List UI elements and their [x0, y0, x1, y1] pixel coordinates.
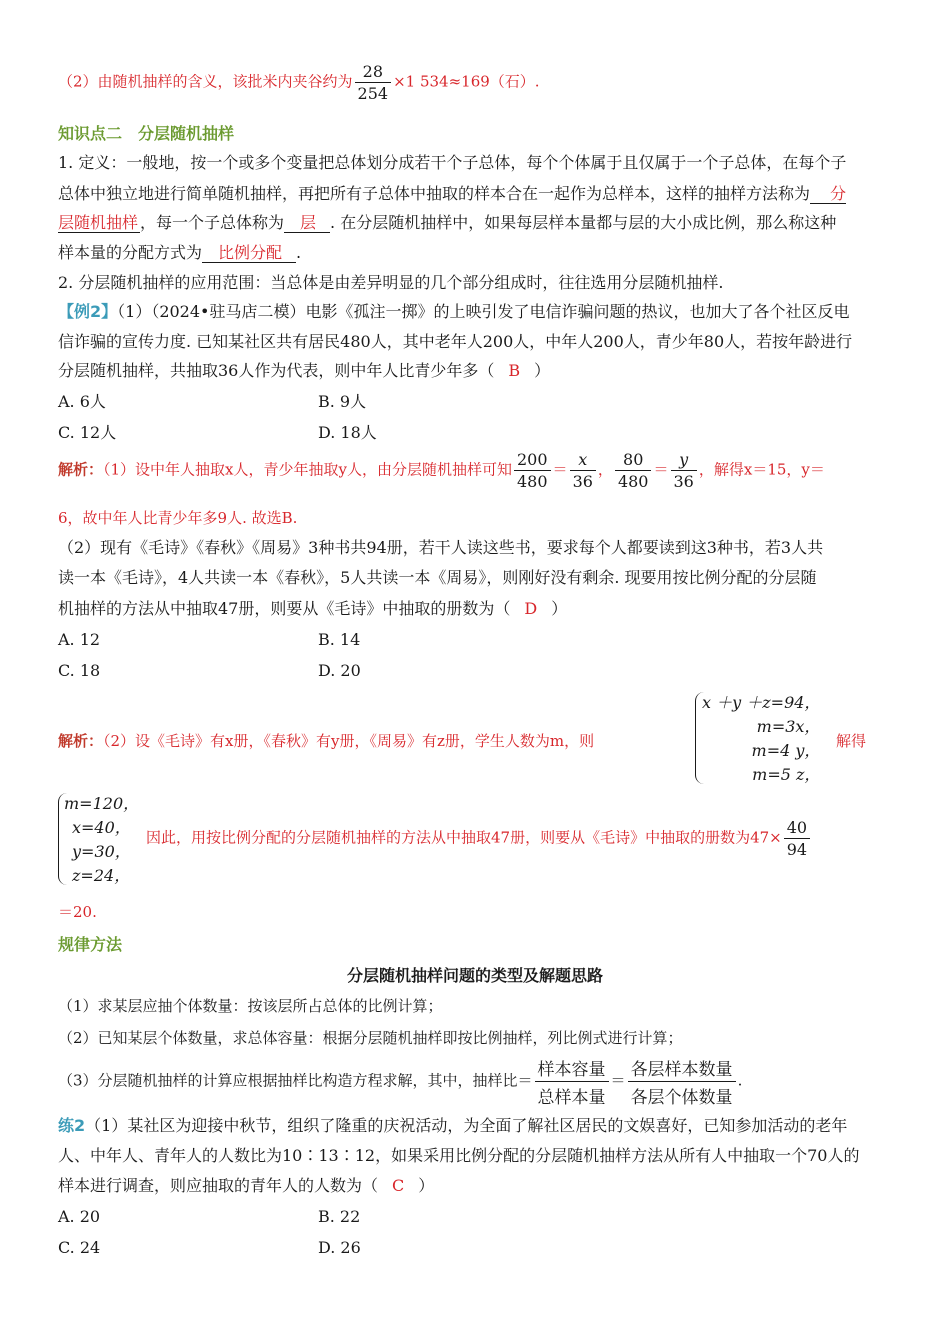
answer-choice: C — [392, 1176, 405, 1195]
definition-line-3: 层随机抽样 ，每一个子总体称为 层 . 在分层随机抽样中，如果每层样本量都与层的大小成比例，那么称这种 — [58, 213, 837, 232]
option-b: B. 14 — [318, 630, 361, 649]
solve-label: 解得 — [836, 732, 867, 750]
solution-2-result: ＝20. — [58, 903, 97, 921]
practice-tag: 练2 — [58, 1116, 86, 1135]
fraction: $\frac{28}{254}$ — [355, 62, 392, 103]
answer-blank-1b: 层随机抽样 — [58, 213, 139, 232]
definition-line-2: 总体中独立地进行简单随机抽样，再把所有子总体中抽取的样本合在一起作为总样本，这样的抽样方法称为 分 — [58, 184, 847, 203]
answer-blank-3: 比例分配 — [202, 243, 296, 263]
solution-2-line-2: 因此，用按比例分配的分层随机抽样的方法从中抽取47册，则要从《毛诗》中抽取的册数为47× $\frac{40}{94}$ — [146, 818, 812, 859]
answer-choice: B — [508, 361, 521, 380]
solution-2-line-1: 解析：（2）设《毛诗》有x册，《春秋》有y册，《周易》有z册，学生人数为m，则 — [58, 732, 595, 750]
example-2-line-1: 【例2】（1）（2024•驻马店二模）电影《孤注一掷》的上映引发了电信诈骗问题的热议，也加大了各个社区反电 — [58, 302, 850, 321]
fraction: $\frac{200}{480}$ — [514, 450, 551, 491]
fraction: $\frac{\text{样本容量}}{\text{总样本量}}$ — [535, 1055, 609, 1108]
section-title: 知识点二 分层随机抽样 — [58, 124, 235, 143]
option-c: C. 18 — [58, 661, 101, 680]
method-item-2: （2）已知某层个体数量，求总体容量：根据分层随机抽样即按比例抽样，列比例式进行计算； — [58, 1029, 683, 1047]
option-b: B. 9人 — [318, 392, 367, 411]
option-b: B. 22 — [318, 1207, 361, 1226]
solution-line-previous: （2）由随机抽样的含义，该批米内夹谷约为 $\frac{28}{254}$ ×1 534≈169（石）. — [58, 62, 540, 103]
fraction: $\frac{\text{各层样本数量}}{\text{各层个体数量}}$ — [628, 1055, 736, 1108]
fraction: $\frac{80}{480}$ — [615, 450, 652, 491]
question-2-line-3: 机抽样的方法从中抽取47册，则要从《毛诗》中抽取的册数为（ D ） — [58, 599, 568, 618]
answer-blank-1a: 分 — [810, 184, 846, 204]
example-2-line-3: 分层随机抽样，共抽取36人作为代表，则中年人比青少年多（ B ） — [58, 361, 551, 380]
practice-2-line-2: 人、中年人、青年人的人数比为10∶13∶12，如果采用比例分配的分层随机抽样方法从所有人中抽取一个70人的 — [58, 1146, 860, 1165]
option-c: C. 12人 — [58, 423, 117, 442]
fraction: $\frac{y}{36}$ — [671, 450, 697, 491]
fraction: $\frac{40}{94}$ — [784, 818, 810, 859]
practice-2-line-3: 样本进行调查，则应抽取的青年人的人数为（ C ） — [58, 1176, 435, 1195]
method-label: 规律方法 — [58, 935, 123, 954]
answer-blank-2: 层 — [284, 213, 330, 233]
definition-line-4: 样本量的分配方式为 比例分配 . — [58, 243, 302, 262]
equation-system-1: x ＋y ＋z=94， m=3x， m=4 y， m=5 z， — [702, 693, 821, 784]
solution-1-line-1: 解析：（1）设中年人抽取x人，青少年抽取y人，由分层随机抽样可知 $\frac{200}{480}$ ＝ $\frac{x}{36}$ ， $\frac{80}{480}$ ＝ $\frac{y}{36}$ ，解得x＝15，y＝ — [58, 450, 825, 491]
method-item-3: （3）分层随机抽样的计算应根据抽样比构造方程求解，其中，抽样比＝ $\frac{\text{样本容量}}{\text{总样本量}}$ ＝ $\frac{\text{各层样本数量}}{\text{各层个体数量}}$ . — [58, 1055, 742, 1108]
fraction: $\frac{x}{36}$ — [570, 450, 596, 491]
option-c: C. 24 — [58, 1238, 101, 1257]
question-2-line-1: （2）现有《毛诗》《春秋》《周易》3种书共94册，若干人读这些书，要求每个人都要读到这3种书，若3人共 — [58, 538, 824, 557]
answer-choice: D — [524, 599, 538, 618]
example-2-line-2: 信诈骗的宣传力度. 已知某社区共有居民480人，其中老年人200人，中年人200人，青少年80人，若按年龄进行 — [58, 332, 853, 351]
solution-1-line-2: 6，故中年人比青少年多9人. 故选B. — [58, 509, 298, 527]
practice-2-line-1: 练2（1）某社区为迎接中秋节，组织了隆重的庆祝活动，为全面了解社区居民的文娱喜好，已知参加活动的老年 — [58, 1116, 848, 1135]
option-d: D. 18人 — [318, 423, 377, 442]
option-d: D. 20 — [318, 661, 361, 680]
option-d: D. 26 — [318, 1238, 361, 1257]
application-range: 2. 分层随机抽样的应用范围：当总体是由差异明显的几个部分组成时，往往选用分层随机抽样. — [58, 273, 724, 292]
method-item-1: （1）求某层应抽个体数量：按该层所占总体的比例计算； — [58, 997, 443, 1015]
example-tag: 【例2】 — [58, 302, 118, 321]
definition-line-1: 1. 定义：一般地，按一个或多个变量把总体划分成若干个子总体，每个个体属于且仅属于一个子总体，在每个子 — [58, 153, 847, 172]
method-title: 分层随机抽样问题的类型及解题思路 — [346, 966, 603, 985]
option-a: A. 6人 — [58, 392, 106, 411]
option-a: A. 20 — [58, 1207, 101, 1226]
option-a: A. 12 — [58, 630, 101, 649]
question-2-line-2: 读一本《毛诗》，4人共读一本《春秋》，5人共读一本《周易》，则刚好没有剩余. 现要用按比例分配的分层随 — [58, 568, 817, 587]
equation-system-2: m=120， x=40， y=30， z=24， — [64, 794, 140, 885]
